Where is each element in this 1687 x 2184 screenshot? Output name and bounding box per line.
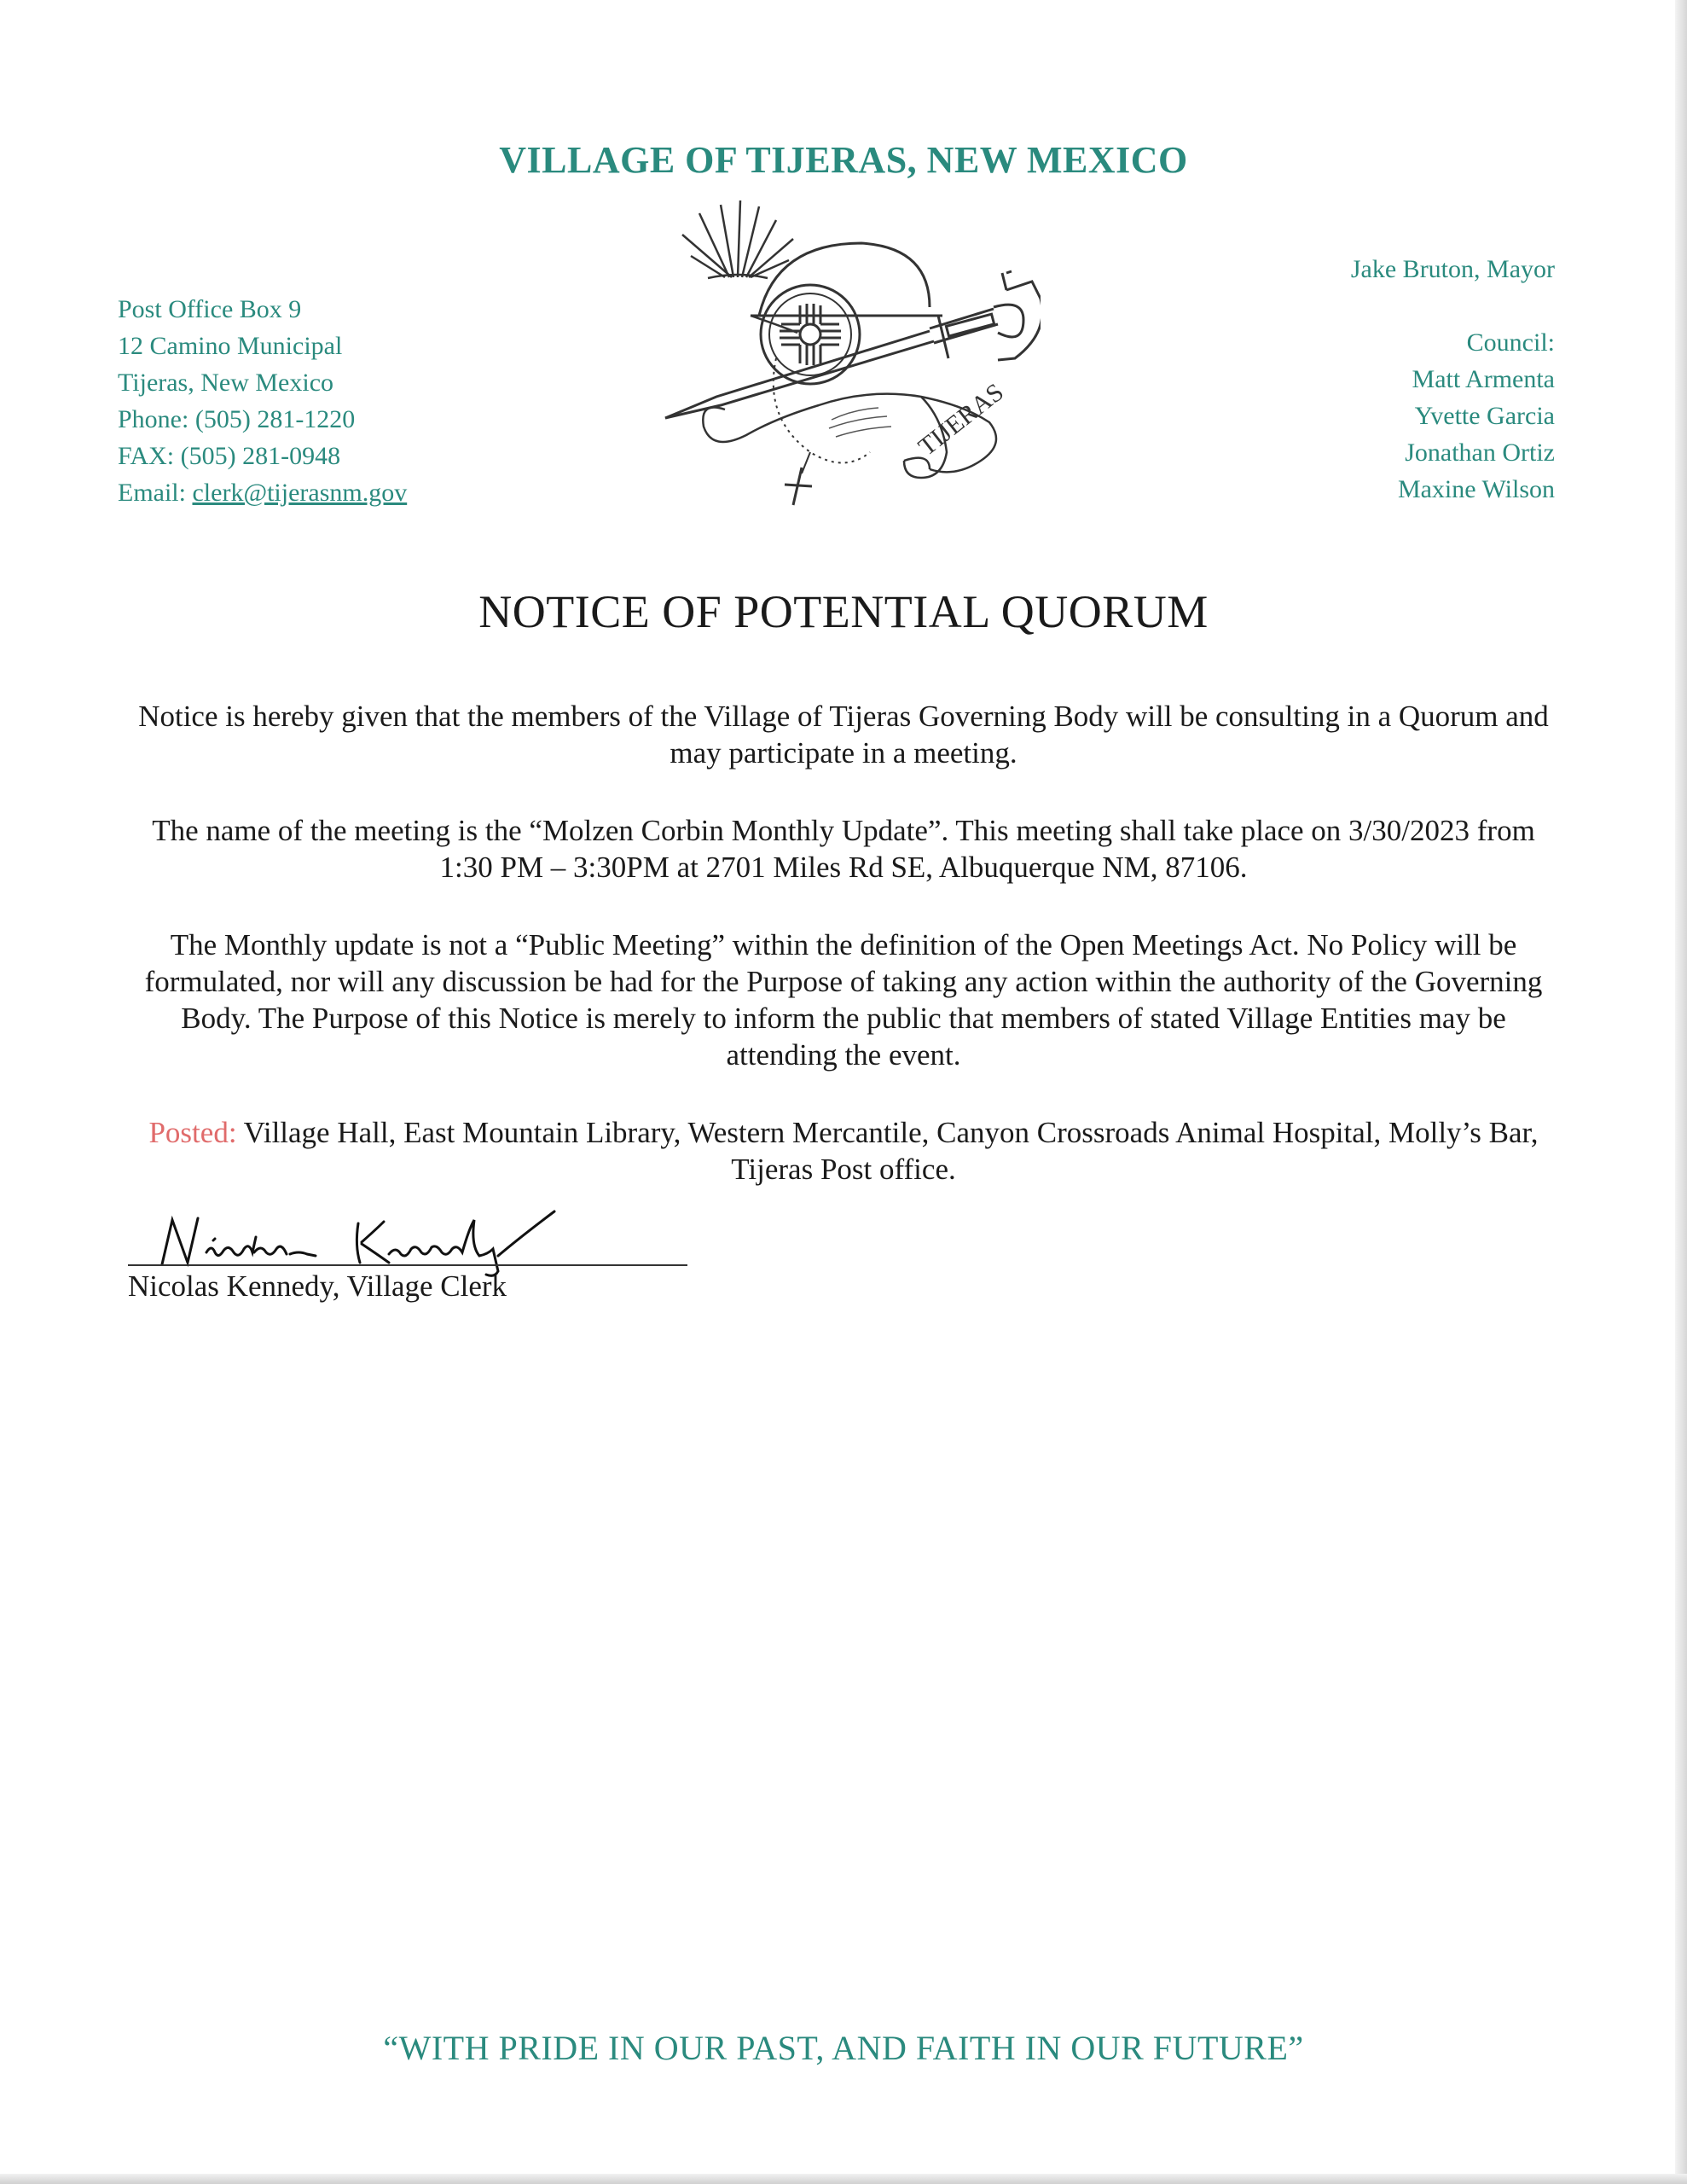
address-line-city: Tijeras, New Mexico	[118, 369, 334, 397]
council-label: Council:	[1466, 328, 1555, 357]
email-label: Email:	[118, 479, 193, 507]
handwritten-signature	[154, 1203, 665, 1280]
seal-tijeras-text: TIJERAS	[913, 377, 1009, 462]
address-line-po-box: Post Office Box 9	[118, 295, 302, 323]
signature-line	[128, 1264, 687, 1266]
signature-printed-name: Nicolas Kennedy, Village Clerk	[128, 1269, 507, 1303]
mayor-name: Jake Bruton, Mayor	[1350, 255, 1555, 283]
scan-edge-bottom	[0, 2174, 1687, 2184]
village-seal-icon	[648, 196, 1041, 512]
council-member: Jonathan Ortiz	[1405, 439, 1555, 467]
address-phone: Phone: (505) 281-1220	[118, 405, 356, 433]
notice-paragraph-disclaimer: The Monthly update is not a “Public Meeting” within the definition of the Open Meetings Act. No Policy will be formulated, nor will any discussion be had for the Purpose of taking any action within the authority of the Governing Body. The Purpose of this Notice is merely to inform the public that members of stated Village Entities may be attending the event.	[144, 928, 1543, 1072]
zia-symbol-icon	[780, 304, 841, 365]
scan-edge-right	[1675, 0, 1687, 2184]
council-member: Matt Armenta	[1412, 365, 1555, 393]
posted-label: Posted:	[148, 1116, 237, 1149]
notice-title: NOTICE OF POTENTIAL QUORUM	[478, 586, 1209, 637]
yucca-plant-icon	[682, 200, 793, 278]
address-email-row	[118, 474, 407, 511]
notice-paragraph-quorum: Notice is hereby given that the members of the Village of Tijeras Governing Body will be consulting in a Quorum and may participate in a meeting.	[138, 700, 1549, 770]
footer-motto: “WITH PRIDE IN OUR PAST, AND FAITH IN OUR FUTURE”	[383, 2029, 1304, 2067]
council-member: Yvette Garcia	[1414, 402, 1555, 430]
email-link[interactable]: clerk@tijerasnm.gov	[192, 479, 408, 507]
council-member: Maxine Wilson	[1397, 475, 1555, 503]
address-line-street: 12 Camino Municipal	[118, 332, 343, 360]
notice-paragraph-meeting: The name of the meeting is the “Molzen Corbin Monthly Update”. This meeting shall take place on 3/30/2023 from 1:30 PM – 3:30PM at 2701 Miles Rd SE, Albuquerque NM, 87106.	[152, 814, 1535, 884]
posted-locations: Village Hall, East Mountain Library, Western Mercantile, Canyon Crossroads Animal Hospital, Molly’s Bar, Tijeras Post office.	[236, 1116, 1539, 1186]
address-block	[118, 291, 407, 511]
council-block	[1398, 324, 1555, 508]
letterhead-title: VILLAGE OF TIJERAS, NEW MEXICO	[499, 139, 1188, 181]
address-fax: FAX: (505) 281-0948	[118, 442, 341, 470]
signature-block	[128, 1210, 691, 1312]
notice-paragraph-posted	[128, 1114, 1559, 1188]
